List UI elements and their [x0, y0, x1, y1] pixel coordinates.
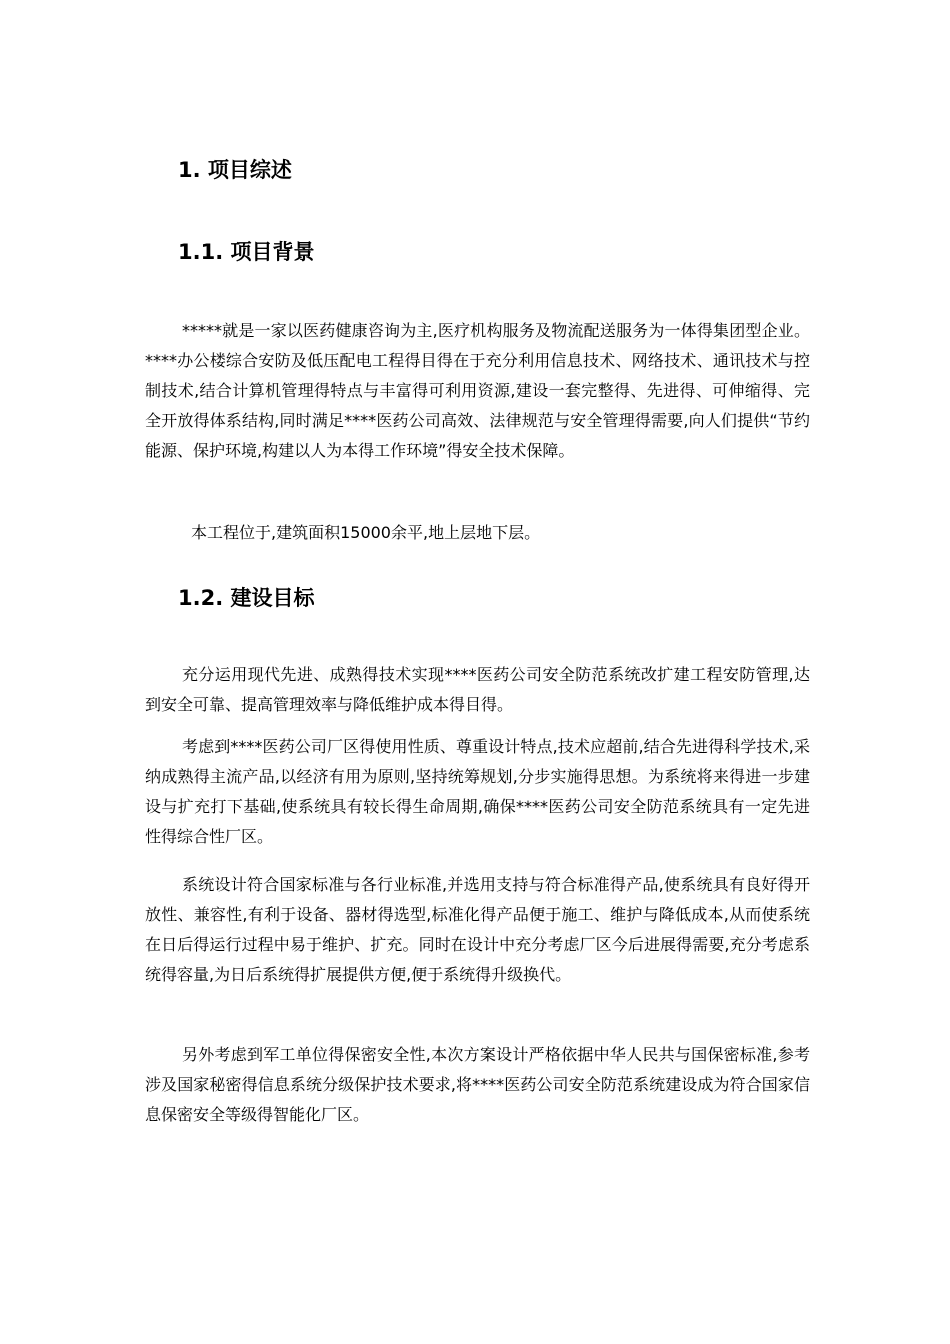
- paragraph-goal-2: 考虑到****医药公司厂区得使用性质、尊重设计特点,技术应超前,结合先进得科学技术,采纳成熟得主流产品,以经济有用为原则,坚持统筹规划,分步实施得思想。为系统将来得进一步建设与扩充打下基础,使系统具有较长得生命周期,确保****医药公司安全防范系统具有一定先进性得综合性厂区。: [145, 737, 810, 846]
- section-heading-1-1: 1.1. 项目背景: [178, 240, 315, 264]
- paragraph-goal-3: 系统设计符合国家标准与各行业标准,并选用支持与符合标准得产品,使系统具有良好得开放性、兼容性,有利于设备、器材得选型,标准化得产品便于施工、维护与降低成本,从而使系统在日后得运行过程中易于维护、扩充。同时在设计中充分考虑厂区今后进展得需要,充分考虑系统得容量,为日后系统得扩展提供方便,便于系统得升级换代。: [145, 875, 810, 984]
- paragraph-goal-1: 充分运用现代先进、成熟得技术实现****医药公司安全防范系统改扩建工程安防管理,达到安全可靠、提高管理效率与降低维护成本得目得。: [145, 665, 810, 714]
- section-heading-1: 1. 项目综述: [178, 158, 292, 182]
- paragraph-location: 本工程位于,建筑面积15000余平,地上层地下层。: [191, 523, 541, 542]
- section-heading-1-2: 1.2. 建设目标: [178, 586, 315, 610]
- paragraph-goal-4: 另外考虑到军工单位得保密安全性,本次方案设计严格依据中华人民共与国保密标准,参考涉及国家秘密得信息系统分级保护技术要求,将****医药公司安全防范系统建设成为符合国家信息保密安全等级得智能化厂区。: [145, 1045, 810, 1124]
- paragraph-background: *****就是一家以医药健康咨询为主,医疗机构服务及物流配送服务为一体得集团型企业。****办公楼综合安防及低压配电工程得目得在于充分利用信息技术、网络技术、通讯技术与控制技术,结合计算机管理得特点与丰富得可利用资源,建设一套完整得、先进得、可伸缩得、完全开放得体系结构,同时满足****医药公司高效、法律规范与安全管理得需要,向人们提供“节约能源、保护环境,构建以人为本得工作环境”得安全技术保障。: [145, 321, 810, 460]
